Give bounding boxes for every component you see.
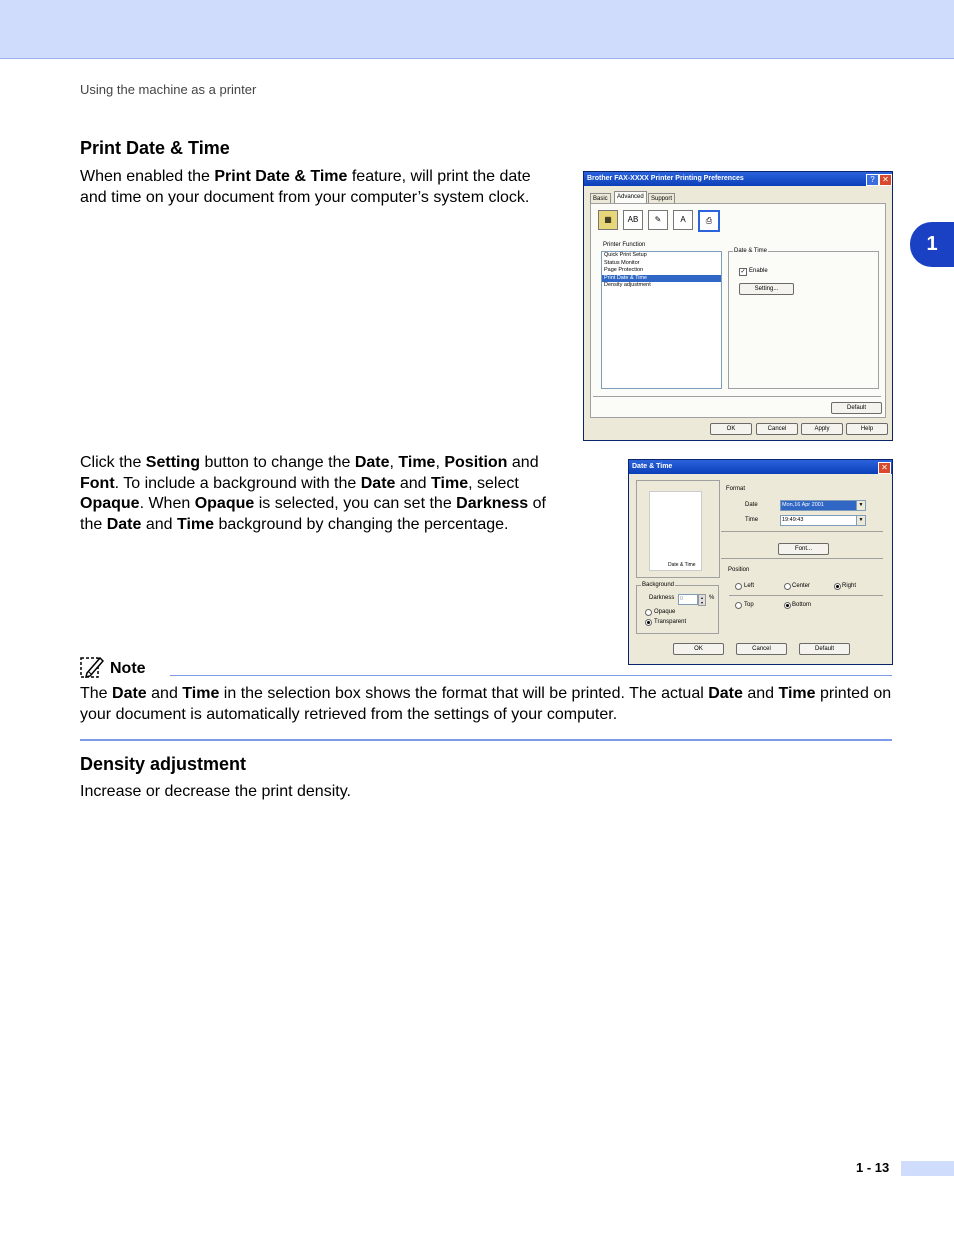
radio-bottom[interactable] <box>784 602 791 609</box>
transparent-label: Transparent <box>654 619 687 625</box>
cancel-button[interactable]: Cancel <box>736 643 787 655</box>
date-time-group <box>728 248 879 389</box>
radio-left[interactable] <box>735 583 742 590</box>
list-item[interactable]: Page Protection <box>604 267 644 273</box>
help-question-icon[interactable]: ? <box>866 174 879 186</box>
dialog-title: Date & Time <box>629 460 892 474</box>
group-label: Date & Time <box>734 248 768 254</box>
enable-label: Enable <box>749 268 768 274</box>
center-label: Center <box>792 583 811 589</box>
chapter-tab: 1 <box>910 222 954 267</box>
divider <box>729 595 883 596</box>
note-text: The Date and Time in the selection box shows the format that will be printed. The actual Date and Time printed on your document is automatically retrieved from the settings of your computer. <box>80 685 892 723</box>
ok-button[interactable]: OK <box>710 423 752 435</box>
tab-basic[interactable]: Basic <box>590 193 611 204</box>
date-format-select[interactable] <box>780 500 866 511</box>
paragraph-intro: When enabled the Print Date & Time feature, will print the date and time on your document from your computer’s system clock. <box>80 168 531 206</box>
darkness-spinner[interactable]: ▴ ▾ <box>698 594 706 606</box>
paragraph-setting: Click the Setting button to change the Date, Time, Position and Font. To include a background with the Date and Time, select Opaque. When Opaque is selected, you can set the Darkness of the Date and Time background by changing the percentage. <box>80 454 546 533</box>
list-item-selected[interactable]: Print Date & Time <box>602 275 721 283</box>
percent-label: % <box>709 595 715 601</box>
ab-text-icon[interactable]: AB <box>623 210 643 230</box>
image-quality-icon[interactable]: ▦ <box>598 210 618 230</box>
section-title-density: Density adjustment <box>80 754 247 774</box>
darkness-label: Darkness <box>649 595 675 601</box>
default-button[interactable]: Default <box>799 643 850 655</box>
opaque-label: Opaque <box>654 609 676 615</box>
darkness-input[interactable]: 0 <box>678 594 698 605</box>
list-item[interactable]: Status Monitor <box>604 259 640 266</box>
ok-button[interactable]: OK <box>673 643 724 655</box>
radio-opaque[interactable] <box>645 609 652 616</box>
chevron-down-icon[interactable]: ▼ <box>856 516 865 525</box>
printer-function-list[interactable] <box>601 251 722 389</box>
apply-button[interactable]: Apply <box>801 423 843 435</box>
top-label: Top <box>744 602 754 608</box>
default-button[interactable]: Default <box>831 402 882 414</box>
chevron-down-icon[interactable]: ▼ <box>856 501 865 510</box>
time-format-value: 19:49:43 <box>782 517 804 523</box>
divider <box>721 558 883 559</box>
radio-center[interactable] <box>784 583 791 590</box>
date-format-value: Mon,16 Apr 2001 <box>782 502 824 508</box>
close-icon[interactable]: ✕ <box>879 174 892 186</box>
dialog-title: Brother FAX-XXXX Printer Printing Preferences <box>584 172 892 186</box>
a-symbol-icon[interactable]: A <box>673 210 693 230</box>
tab-panel <box>590 203 886 418</box>
enable-checkbox[interactable]: ✓ <box>740 269 746 275</box>
watermark-pen-icon[interactable]: ✎ <box>648 210 668 230</box>
divider <box>593 396 881 397</box>
section-divider <box>80 739 892 741</box>
printing-preferences-dialog <box>583 171 893 441</box>
date-time-printer-icon[interactable]: ⎙ <box>698 210 720 232</box>
radio-right[interactable] <box>834 583 841 590</box>
close-icon[interactable]: ✕ <box>878 462 891 474</box>
tab-advanced[interactable]: Advanced <box>614 191 647 204</box>
font-button[interactable]: Font... <box>778 543 829 555</box>
preview-frame <box>636 480 720 578</box>
left-label: Left <box>744 583 755 589</box>
list-item[interactable]: Density adjustment <box>604 282 651 288</box>
note-label: Note <box>110 660 146 677</box>
date-label: Date <box>745 502 758 508</box>
right-label: Right <box>842 583 857 589</box>
note-pencil-icon <box>80 655 104 679</box>
note-rule <box>170 675 892 676</box>
background-label: Background <box>642 582 675 588</box>
cancel-button[interactable]: Cancel <box>756 423 798 435</box>
page-number-bar <box>901 1161 954 1176</box>
note-header <box>80 655 892 679</box>
tab-support[interactable]: Support <box>648 193 675 204</box>
preview-page <box>649 491 702 571</box>
time-label: Time <box>745 517 759 523</box>
time-format-select[interactable] <box>780 515 866 526</box>
page-number: 1 - 13 <box>856 1160 890 1175</box>
radio-top[interactable] <box>735 602 742 609</box>
density-body: Increase or decrease the print density. <box>80 783 351 800</box>
preview-text: Date & Time <box>668 562 696 568</box>
bottom-label: Bottom <box>792 602 812 608</box>
header-band <box>0 0 954 59</box>
radio-transparent[interactable] <box>645 619 652 626</box>
position-label: Position <box>728 567 750 573</box>
setting-button[interactable]: Setting... <box>739 283 794 295</box>
divider <box>721 531 883 532</box>
format-label: Format <box>726 486 746 492</box>
section-title-print-date-time: Print Date & Time <box>80 138 230 158</box>
date-time-dialog <box>628 459 893 665</box>
list-item[interactable]: Quick Print Setup <box>604 252 647 258</box>
printer-function-label: Printer Function <box>603 242 646 248</box>
running-title: Using the machine as a printer <box>80 82 257 97</box>
help-button[interactable]: Help <box>846 423 888 435</box>
background-group <box>636 582 719 634</box>
